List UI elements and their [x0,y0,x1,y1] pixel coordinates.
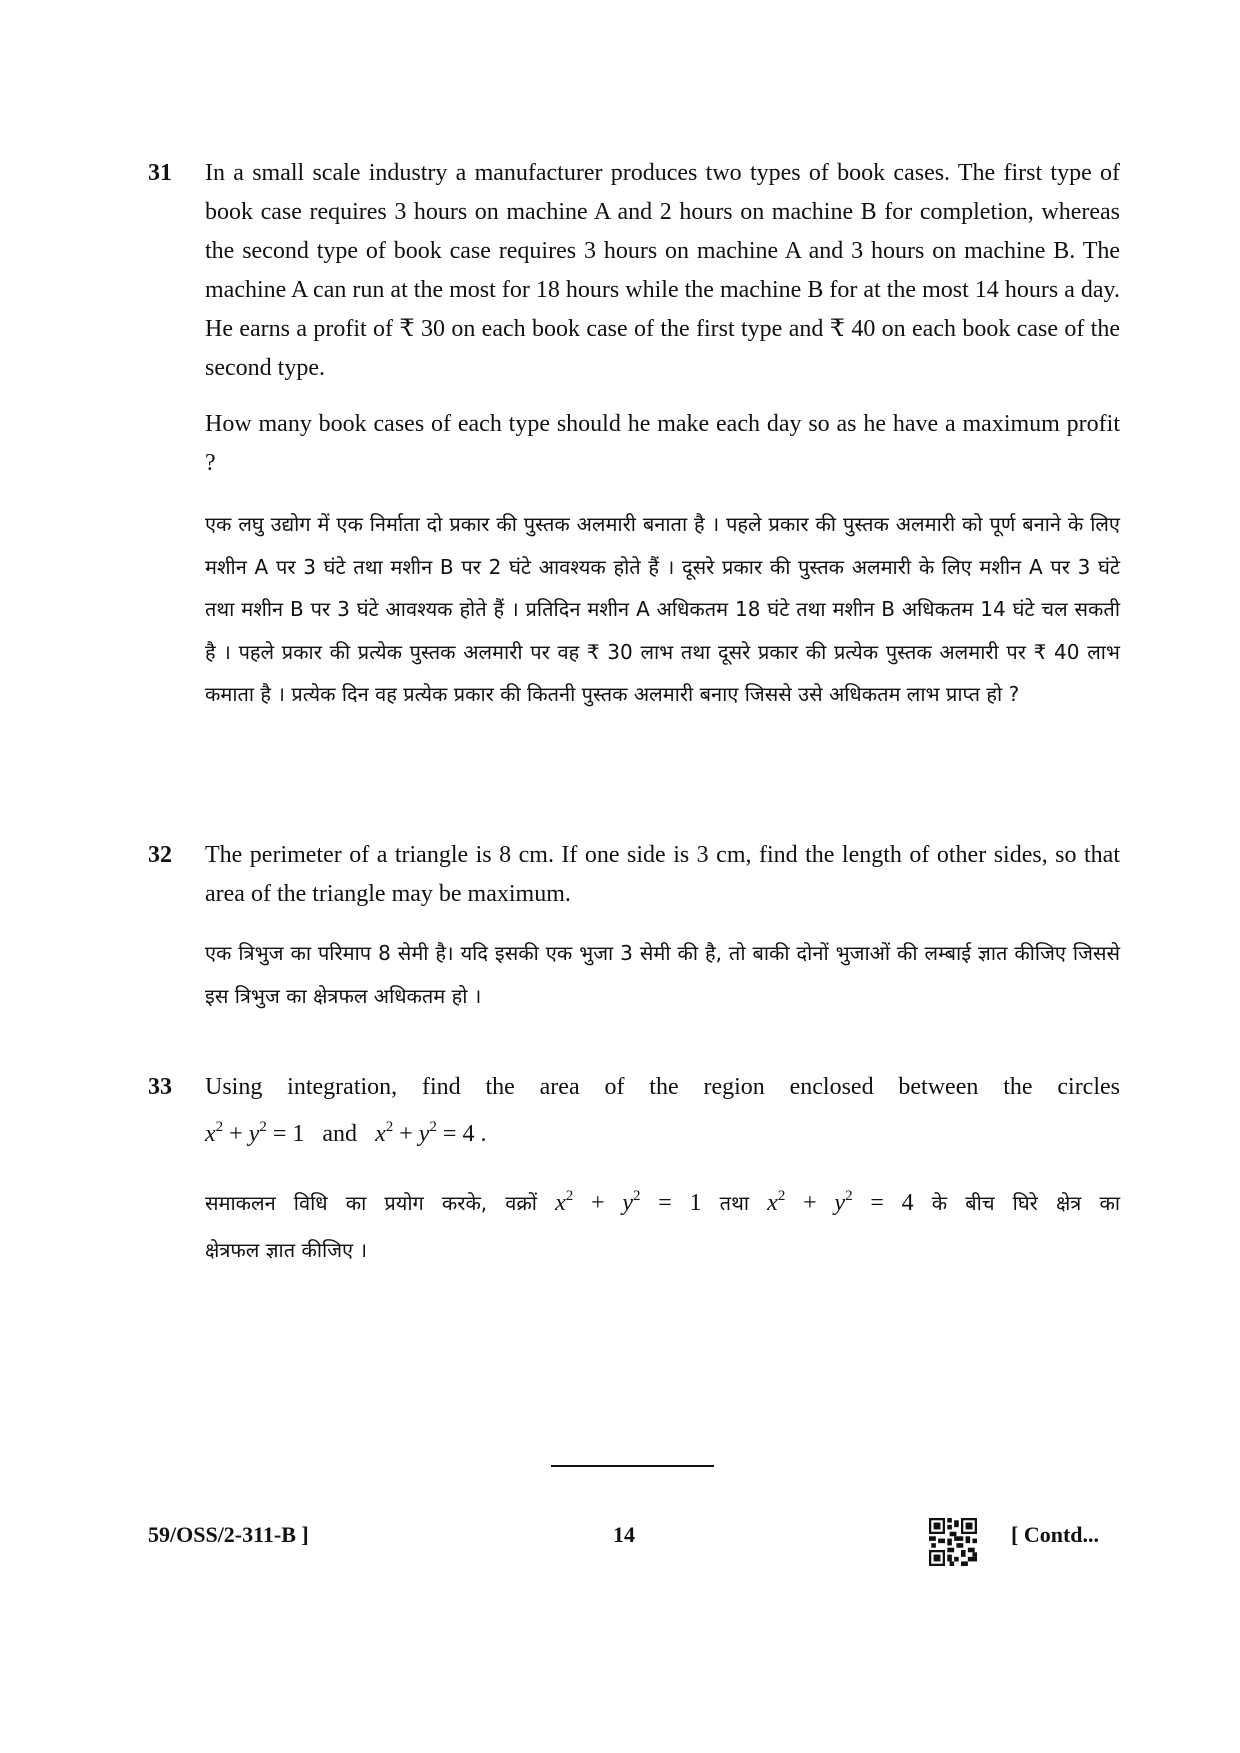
paper-code: 59/OSS/2-311-B ] [148,1522,309,1547]
end-rule [551,1465,714,1467]
question-number: 32 [148,842,172,868]
question-text-hindi: क्षेत्रफल ज्ञात कीजिए । [205,1237,368,1262]
question-text-hindi: समाकलन विधि का प्रयोग करके, वक्रों $x^2 + y^2 = 1$ तथा $x^2 + y^2 = 4$ के बीच घिरे क्षेत्र का [205,1188,1121,1216]
question-text-english: The perimeter of a triangle is 8 cm. If one side is 3 cm, find the length of other sides, so that area of the triangle may be maximum. [205,842,1120,907]
page-number: 14 [613,1522,635,1547]
question-text-english: Using integration, find the area of the region enclosed between the circles [205,1074,1120,1100]
continued-label: [ Contd... [1011,1522,1100,1547]
question-body [205,836,1120,1017]
question-number: 33 [148,1074,172,1100]
question-text-english: In a small scale industry a manufacturer produces two types of book cases. The first type of book case requires 3 hours on machine A and 2 hours on machine B for completion, whereas the second type of book case requires 3 hours on machine A and 3 hours on machine B. The machine A can run at the most for 18 hours while the machine B for at the most 14 hours a day. He earns a profit of ₹ 30 on each book case of the first type and ₹ 40 on each book case of the second type. [205,160,1120,381]
equation-row [205,1115,1120,1154]
question-body [205,1068,1120,1271]
question-text-hindi: एक लघु उद्योग में एक निर्माता दो प्रकार की पुस्तक अलमारी बनाता है । पहले प्रकार की पुस्तक अलमारी को पूर्ण बनाने के लिए मशीन A पर 3 घंटे तथा मशीन B पर 2 घंटे आवश्यक होते हैं । दूसरे प्रकार की पुस्तक अलमारी के लिए मशीन A पर 3 घंटे तथा मशीन B पर 3 घंटे आवश्यक होते हैं । प्रतिदिन मशीन A अधिकतम 18 घंटे तथा मशीन B अधिकतम 14 घंटे चल सकती है । पहले प्रकार की प्रत्येक पुस्तक अलमारी पर वह ₹ 30 लाभ तथा दूसरे प्रकार की प्रत्येक पुस्तक अलमारी पर ₹ 40 लाभ कमाता है । प्रत्येक दिन वह प्रत्येक प्रकार की कितनी पुस्तक अलमारी बनाए जिससे उसे अधिकतम लाभ प्राप्त हो ? [205,512,1120,706]
question-text-english: How many book cases of each type should he make each day so as he have a maximum profit ? [205,411,1120,476]
qr-code-icon [929,1518,977,1566]
equation: $x^2 + y^2 = 1$ [205,1119,305,1147]
page-footer [0,1522,1240,1562]
question-number: 31 [148,160,172,186]
equation: $x^2 + y^2 = 4$ . [375,1119,487,1147]
question-text-hindi: एक त्रिभुज का परिमाप 8 सेमी है। यदि इसकी एक भुजा 3 सेमी की है, तो बाकी दोनों भुजाओं की लम्बाई ज्ञात कीजिए जिससे इस त्रिभुज का क्षेत्रफल अधिकतम हो । [205,941,1120,1008]
question-body [205,154,1120,716]
and-word: and [322,1121,358,1147]
